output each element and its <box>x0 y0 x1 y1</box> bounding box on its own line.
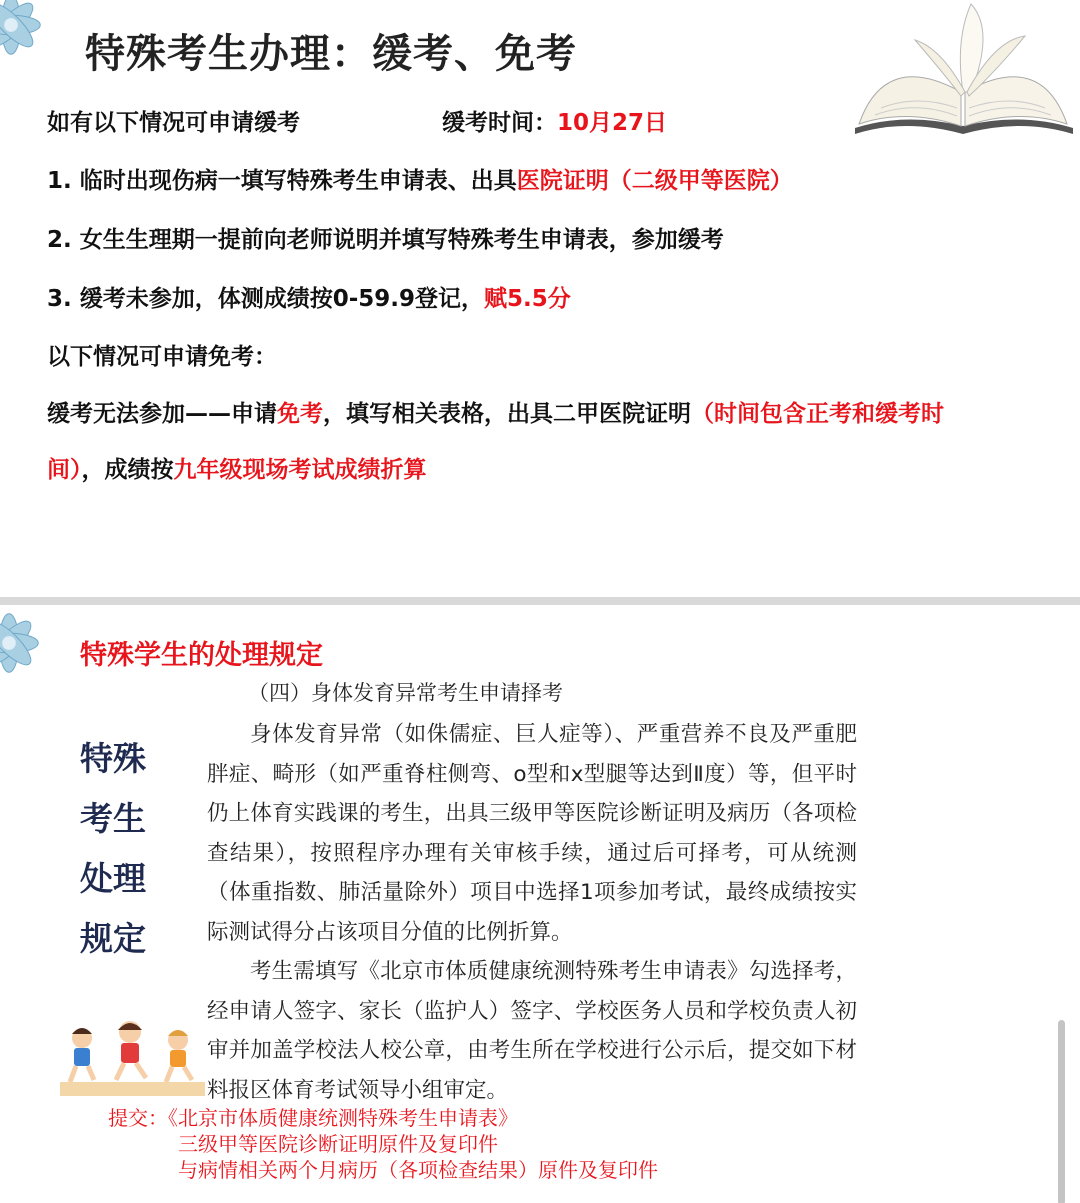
submission-row-1 <box>108 1105 658 1131</box>
page-title: 特殊考生办理：缓考、免考 <box>85 31 577 77</box>
deferral-time <box>442 104 667 137</box>
exemption-red-4: 九年级现场考试成绩折算 <box>173 457 427 483</box>
list-item-3-text: 3. 缓考未参加，体测成绩按0-59.9登记， <box>47 286 485 312</box>
vertical-title-2: 考生 <box>80 799 146 838</box>
open-book-icon <box>845 0 1080 140</box>
flower-decoration-icon <box>0 0 50 70</box>
submission-list <box>108 1105 658 1183</box>
submission-item-3: 与病情相关两个月病历（各项检查结果）原件及复印件 <box>178 1158 658 1182</box>
exemption-red-3: 间） <box>47 457 82 483</box>
list-item-1-text: 1. 临时出现伤病一填写特殊考生申请表、出具 <box>47 168 517 194</box>
submission-item-2: 三级甲等医院诊断证明原件及复印件 <box>178 1132 498 1156</box>
vertical-title-4: 规定 <box>80 919 146 958</box>
exemption-red-1: 免考 <box>277 401 323 427</box>
submission-label: 提交： <box>108 1106 168 1130</box>
deferral-time-label: 缓考时间： <box>442 110 557 136</box>
deferral-heading: 如有以下情况可申请缓考 <box>47 110 300 136</box>
running-kids-illustration <box>60 1010 205 1100</box>
deferral-time-value: 10月27日 <box>557 110 668 136</box>
slide-divider <box>0 597 1080 605</box>
exemption-line-1 <box>47 395 944 428</box>
flower-decoration-icon <box>0 605 48 689</box>
exemption-text-2: ，填写相关表格，出具二甲医院证明 <box>323 401 691 427</box>
submission-item-1: 《北京市体质健康统测特殊考生申请表》 <box>168 1106 518 1130</box>
vertical-title-1: 特殊 <box>80 739 146 778</box>
scrollbar-thumb[interactable] <box>1058 1020 1065 1203</box>
paragraph-1: 身体发育异常（如侏儒症、巨人症等）、严重营养不良及严重肥胖症、畸形（如严重脊柱侧弯、o型和x型腿等达到Ⅱ度）等，但平时仍上体育实践课的考生，出具三级甲等医院诊断证明及病历（各项检查结果），按照程序办理有关审核手续，通过后可择考，可从统测（体重指数、肺活量除外）项目中选择1项参加考试，最终成绩按实际测试得分占该项目分值的比例折算。 <box>207 722 857 945</box>
list-item-1-red: 医院证明（二级甲等医院） <box>516 168 793 194</box>
list-item-1 <box>47 162 793 195</box>
slide-2 <box>0 605 1080 1203</box>
exemption-text-1: 缓考无法参加——申请 <box>47 401 277 427</box>
exemption-heading: 以下情况可申请免考： <box>47 344 277 370</box>
exemption-line-2 <box>47 451 427 484</box>
vertical-title-3: 处理 <box>80 859 146 898</box>
section-heading: 特殊学生的处理规定 <box>80 640 323 671</box>
section-title: （四）身体发育异常考生申请择考 <box>248 681 563 705</box>
list-item-3 <box>47 280 571 313</box>
body-text <box>207 715 857 1110</box>
exemption-text-3: ，成绩按 <box>81 457 174 483</box>
paragraph-2: 考生需填写《北京市体质健康统测特殊考生申请表》勾选择考，经申请人签字、家长（监护人）签字、学校医务人员和学校负责人初审并加盖学校法人校公章，由考生所在学校进行公示后，提交如下材料报区体育考试领导小组审定。 <box>207 959 857 1103</box>
list-item-2: 2. 女生生理期一提前向老师说明并填写特殊考生申请表，参加缓考 <box>47 227 724 253</box>
exemption-red-2: （时间包含正考和缓考时 <box>691 401 944 427</box>
list-item-3-red: 赋5.5分 <box>484 286 571 312</box>
slide-1 <box>0 0 1080 597</box>
